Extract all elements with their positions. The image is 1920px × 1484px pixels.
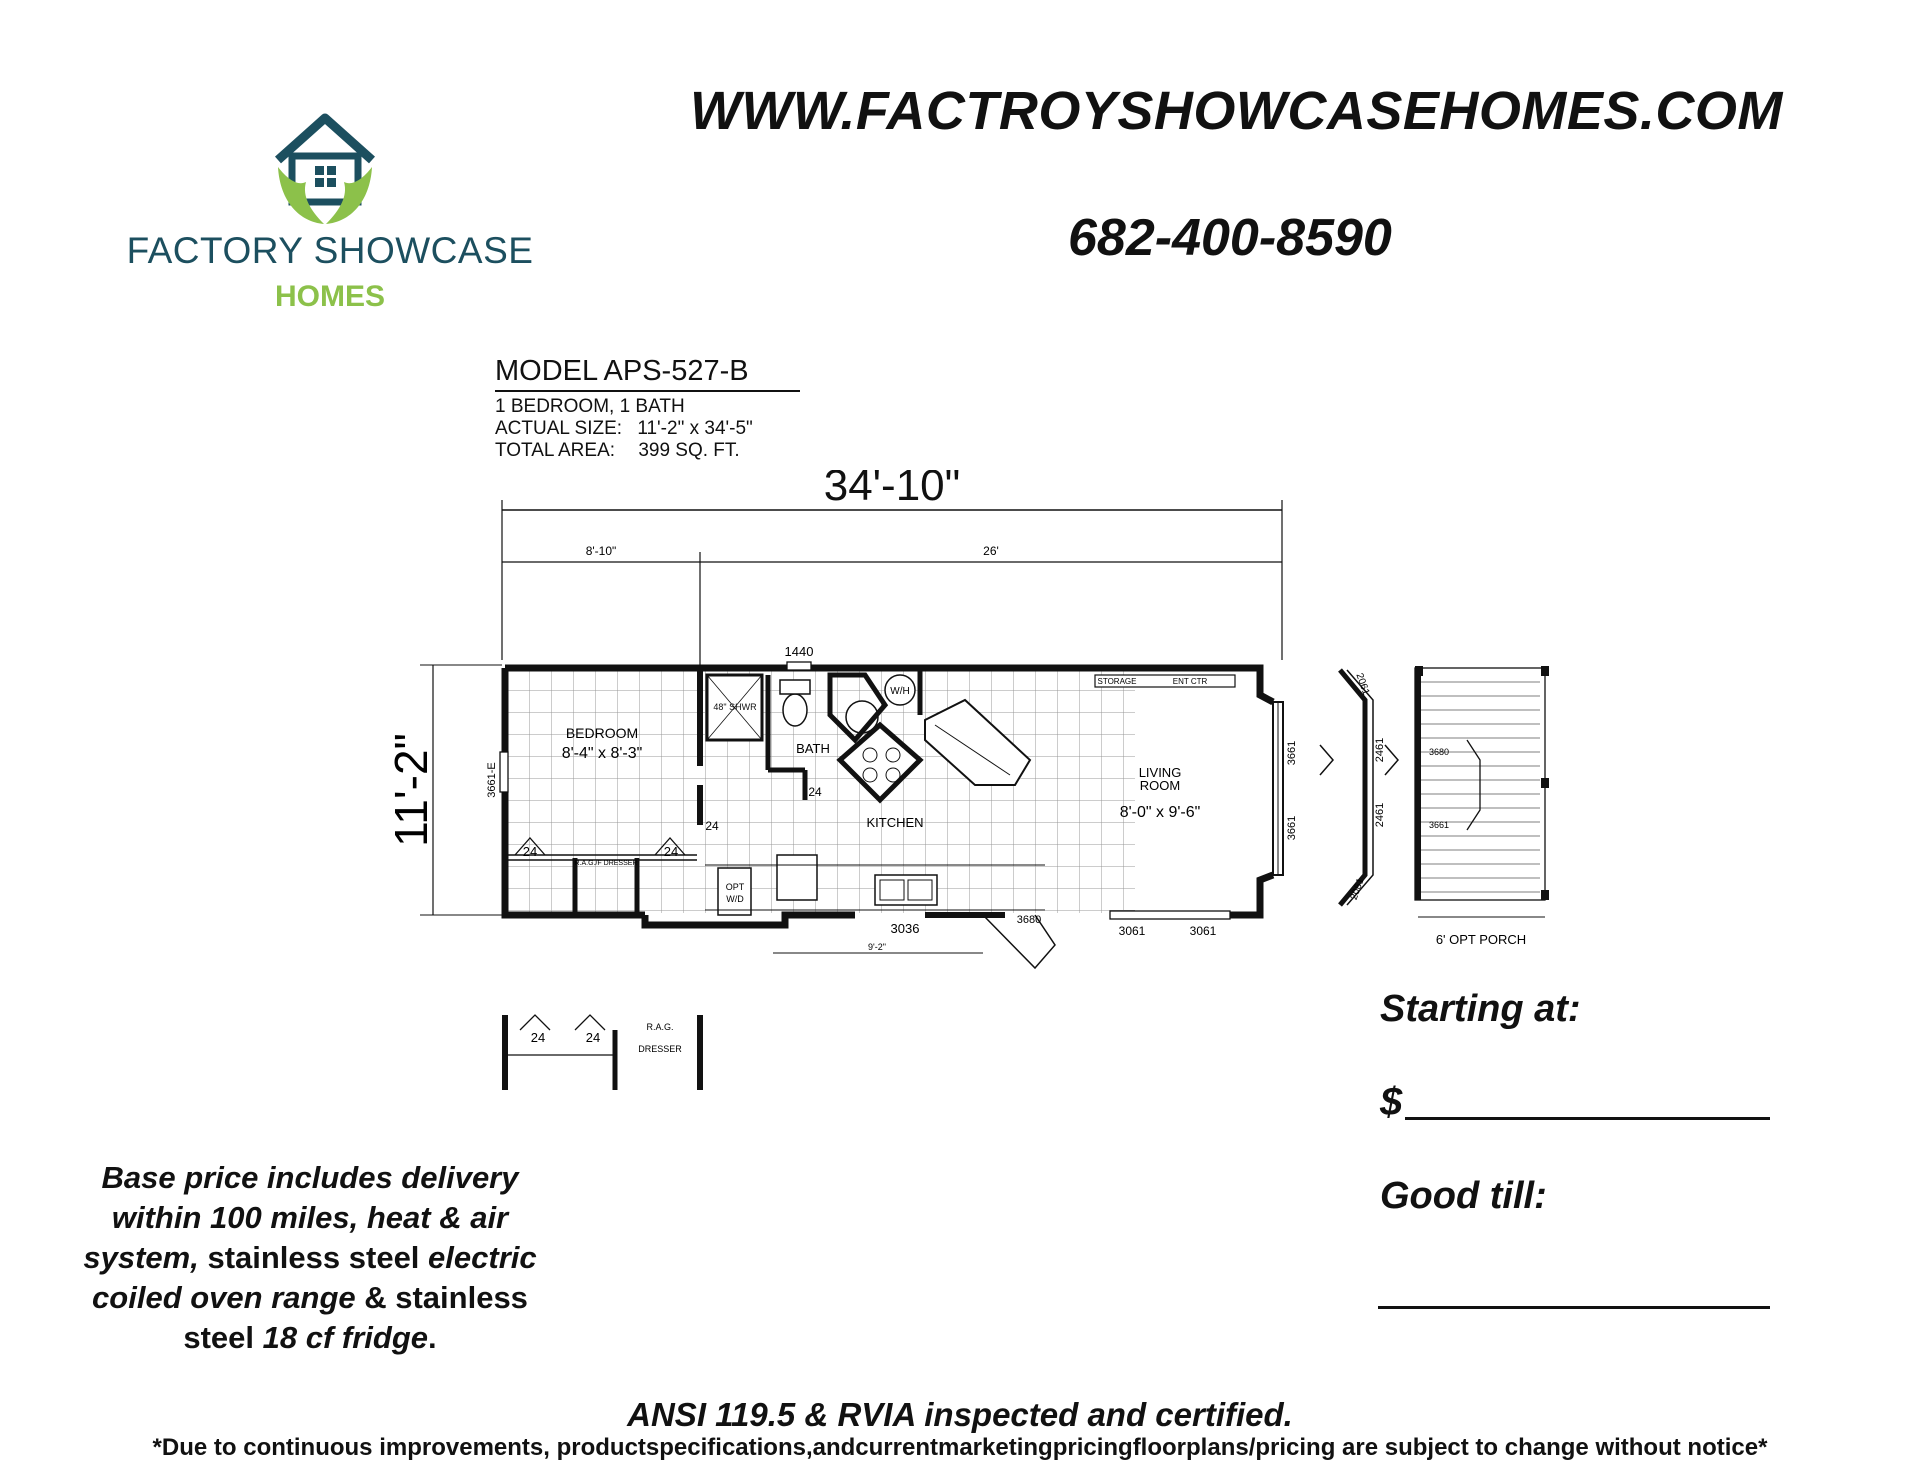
website-url: WWW.FACTROYSHOWCASEHOMES.COM bbox=[690, 81, 1783, 141]
opt-wd-sub: W/D bbox=[726, 894, 744, 904]
bay-window-2061b: 2061 bbox=[1348, 876, 1367, 902]
company-logo bbox=[110, 112, 550, 322]
water-heater-label: W/H bbox=[890, 686, 910, 697]
living-size: 8'-0" x 9'-6" bbox=[1119, 804, 1201, 821]
base-price-note bbox=[40, 1158, 580, 1358]
base-line-1: Base price includes delivery bbox=[101, 1160, 519, 1195]
base-line-3a: system, bbox=[83, 1240, 199, 1275]
overall-width: 11'-2" bbox=[385, 733, 438, 847]
bedroom-label: BEDROOM bbox=[565, 725, 639, 741]
phone-number: 682-400-8590 bbox=[1068, 209, 1392, 267]
porch-label: 6' OPT PORCH bbox=[1435, 932, 1527, 947]
base-line-5c: . bbox=[428, 1320, 437, 1355]
bath-label: BATH bbox=[796, 741, 830, 756]
alt-closet-24b: 24 bbox=[585, 1030, 601, 1045]
kitchen-24: 24 bbox=[705, 819, 719, 833]
base-line-2: within 100 miles, heat & air bbox=[111, 1200, 509, 1235]
alt-rag-label: R.A.G. bbox=[646, 1022, 674, 1032]
opt-wd-label: OPT bbox=[725, 882, 745, 892]
bedroom-closet-24a: 24 bbox=[522, 844, 538, 859]
end-window-b: 3661 bbox=[1286, 815, 1298, 841]
bay-window-2061a: 2061 bbox=[1353, 671, 1372, 697]
porch-3680: 3680 bbox=[1428, 747, 1450, 757]
base-line-4b: & stainless bbox=[355, 1280, 528, 1315]
kitchen-dim: 9'-2" bbox=[868, 942, 886, 952]
certification-note: ANSI 119.5 & RVIA inspected and certified. bbox=[627, 1396, 1293, 1433]
window-3661-e: 3661-E bbox=[486, 762, 498, 798]
living-window-a: 3061 bbox=[1118, 924, 1146, 938]
window-1440: 1440 bbox=[784, 644, 814, 659]
segment-left-dim: 8'-10" bbox=[585, 544, 617, 558]
bedroom-closet-24b: 24 bbox=[663, 844, 679, 859]
house-hands-icon bbox=[110, 112, 550, 232]
logo-text-secondary: HOMES bbox=[274, 280, 385, 313]
model-size bbox=[495, 418, 800, 440]
disclaimer-note: *Due to continuous improvements, productspecifications,andcurrentmarketingpricingfloorplans/pricing are subject to change without notice* bbox=[152, 1434, 1768, 1461]
bath-24: 24 bbox=[808, 785, 822, 799]
model-rooms: 1 BEDROOM, 1 BATH bbox=[495, 396, 685, 417]
model-area bbox=[495, 440, 800, 462]
base-line-3c: electric bbox=[428, 1240, 537, 1275]
window-3036: 3036 bbox=[890, 921, 920, 936]
shower-label: 48" SHWR bbox=[713, 702, 757, 712]
base-line-3b: stainless steel bbox=[198, 1240, 429, 1275]
kitchen-label: KITCHEN bbox=[866, 815, 924, 830]
end-window-a: 3661 bbox=[1286, 740, 1298, 766]
good-till-label: Good till: bbox=[1380, 1175, 1547, 1217]
size-label: ACTUAL SIZE: bbox=[495, 418, 623, 439]
door-3680: 3680 bbox=[1016, 914, 1042, 926]
model-info bbox=[495, 355, 800, 462]
price-blank-line bbox=[1405, 1117, 1770, 1120]
area-label: TOTAL AREA: bbox=[495, 440, 616, 461]
dresser-label: R.A.G./F DRESSER bbox=[574, 860, 638, 867]
porch-3661: 3661 bbox=[1428, 820, 1450, 830]
starting-at-label: Starting at: bbox=[1380, 988, 1581, 1030]
alt-closet-24a: 24 bbox=[530, 1030, 546, 1045]
logo-text-primary: FACTORY SHOWCASE bbox=[126, 230, 534, 271]
storage-label: STORAGE bbox=[1097, 677, 1137, 686]
area-value: 399 SQ. FT. bbox=[638, 440, 740, 461]
overall-length: 34'-10" bbox=[823, 470, 961, 510]
model-name: MODEL APS-527-B bbox=[495, 355, 800, 392]
price-dollar-sign: $ bbox=[1380, 1080, 1403, 1124]
base-line-5b: 18 cf fridge bbox=[262, 1320, 429, 1355]
living-label: LIVING bbox=[1138, 765, 1182, 780]
alt-dresser-label: DRESSER bbox=[638, 1044, 682, 1054]
living-label-2: ROOM bbox=[1139, 778, 1181, 793]
bedroom-size: 8'-4" x 8'-3" bbox=[561, 745, 643, 762]
size-value: 11'-2" x 34'-5" bbox=[637, 418, 753, 439]
bay-window-2461b: 2461 bbox=[1374, 802, 1386, 828]
bay-window-2461a: 2461 bbox=[1374, 737, 1386, 763]
living-window-b: 3061 bbox=[1189, 924, 1217, 938]
base-line-5a: steel bbox=[183, 1320, 263, 1355]
good-till-blank-line bbox=[1378, 1306, 1770, 1309]
segment-right-dim: 26' bbox=[983, 544, 999, 558]
ent-ctr-label: ENT CTR bbox=[1172, 677, 1208, 686]
base-line-4a: coiled oven range bbox=[92, 1280, 356, 1315]
